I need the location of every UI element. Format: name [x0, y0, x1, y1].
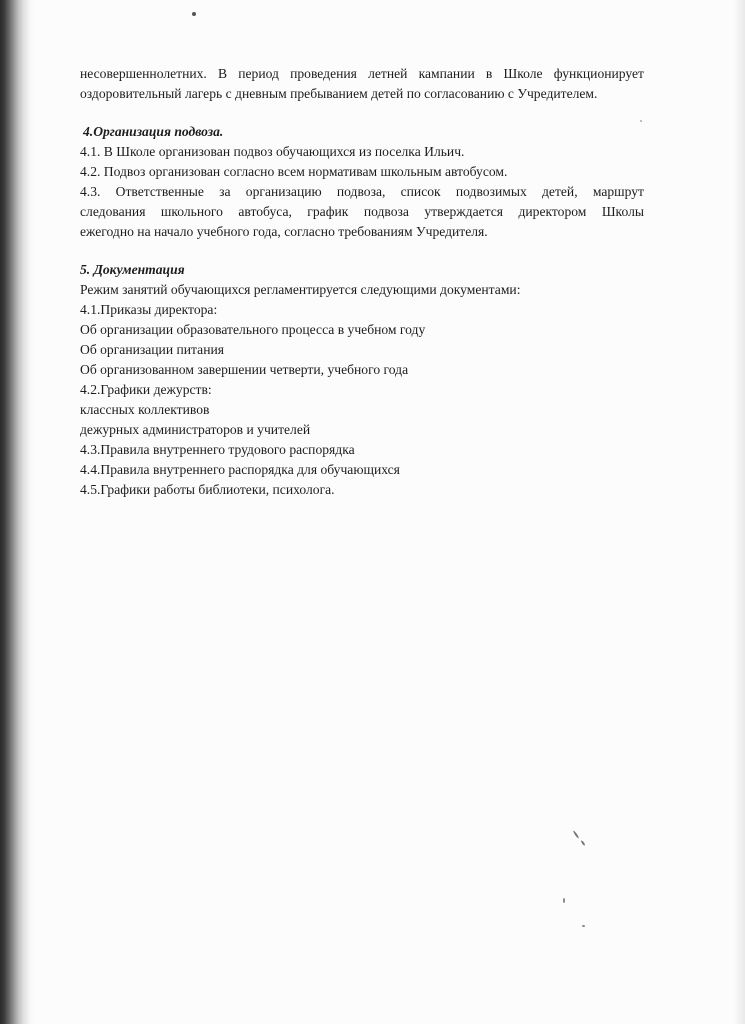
section-5-line: 4.5.Графики работы библиотеки, психолога.	[80, 482, 335, 497]
section-5-line: Об организованном завершении четверти, учебного года	[80, 362, 409, 377]
intro-line-1: несовершеннолетних. В период проведения летней кампании в Школе функционирует	[80, 66, 644, 81]
scan-speck	[580, 840, 585, 846]
document-body	[80, 64, 644, 500]
section-5-line: 4.1.Приказы директора:	[80, 302, 218, 317]
section-4-item-1: 4.1. В Школе организован подвоз обучающихся из поселка Ильич.	[80, 144, 465, 159]
section-4-heading: 4.Организация подвоза.	[83, 124, 224, 139]
section-5-heading: 5. Документация	[80, 262, 185, 277]
scan-shadow-right	[733, 0, 745, 1024]
intro-line-2: оздоровительный лагерь с дневным пребыванием детей по согласованию с Учредителем.	[80, 86, 598, 101]
section-5-line: классных коллективов	[80, 402, 210, 417]
section-4-item-2: 4.2. Подвоз организован согласно всем нормативам школьным автобусом.	[80, 164, 508, 179]
section-5-line: 4.4.Правила внутреннего распорядка для обучающихся	[80, 462, 400, 477]
scan-speck	[573, 830, 580, 839]
section-5-line: 4.2.Графики дежурств:	[80, 382, 212, 397]
section-5-line: Об организации образовательного процесса в учебном году	[80, 322, 426, 337]
section-4-item-3-line-3: ежегодно на начало учебного года, согласно требованиям Учредителя.	[80, 224, 488, 239]
section-5-line: дежурных администраторов и учителей	[80, 422, 311, 437]
spacer	[80, 242, 644, 260]
section-4-item-3-line-2: следования школьного автобуса, график подвоза утверждается директором Школы	[80, 204, 644, 219]
section-5-line: Об организации питания	[80, 342, 225, 357]
section-5-intro: Режим занятий обучающихся регламентируется следующими документами:	[80, 282, 521, 297]
section-5-line: 4.3.Правила внутреннего трудового распорядка	[80, 442, 355, 457]
scan-speck	[582, 925, 585, 927]
section-4-item-3-line-1: 4.3. Ответственные за организацию подвоза, список подвозимых детей, маршрут	[80, 184, 644, 199]
scan-speck	[563, 898, 565, 903]
spacer	[80, 104, 644, 122]
scan-shadow-left	[0, 0, 34, 1024]
intro-paragraph	[80, 64, 644, 104]
scan-speck	[192, 12, 196, 16]
